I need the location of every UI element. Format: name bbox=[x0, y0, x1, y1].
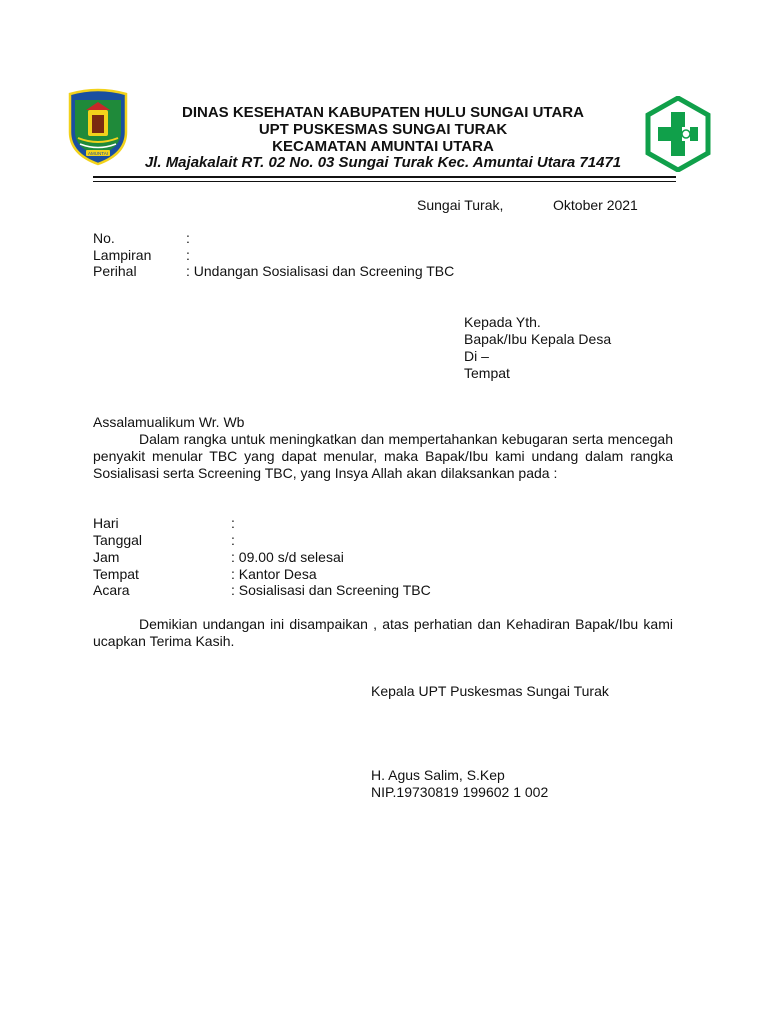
header-divider-thin bbox=[93, 181, 676, 182]
crest-text: AMUNTAI bbox=[88, 151, 108, 156]
detail-value-tanggal: : bbox=[231, 532, 235, 548]
greeting: Assalamualikum Wr. Wb bbox=[93, 414, 245, 430]
date-month-year: Oktober 2021 bbox=[553, 197, 638, 213]
closing-paragraph-text: Demikian undangan ini disampaikan , atas perhatian dan Kehadiran Bapak/Ibu kami ucapkan Terima Kasih. bbox=[93, 616, 673, 649]
detail-value-jam: : 09.00 s/d selesai bbox=[231, 549, 344, 565]
body-paragraph bbox=[93, 431, 673, 482]
closing-paragraph bbox=[93, 616, 673, 650]
detail-value-hari: : bbox=[231, 515, 235, 531]
signature-nip: NIP.19730819 199602 1 002 bbox=[371, 784, 549, 800]
agency-name: DINAS KESEHATAN KABUPATEN HULU SUNGAI UTARA bbox=[182, 104, 584, 121]
detail-label-tanggal: Tanggal bbox=[93, 532, 143, 548]
meta-value-lampiran: : bbox=[186, 247, 190, 263]
signature-name: H. Agus Salim, S.Kep bbox=[371, 767, 505, 783]
recipient-line: Bapak/Ibu Kepala Desa bbox=[464, 331, 612, 347]
signature-title: Kepala UPT Puskesmas Sungai Turak bbox=[371, 683, 609, 699]
detail-label-jam: Jam bbox=[93, 549, 120, 565]
district-name: KECAMATAN AMUNTAI UTARA bbox=[272, 138, 494, 155]
body-paragraph-text: Dalam rangka untuk meningkatkan dan mempertahankan kebugaran serta mencegah penyakit menular TBC yang dapat menular, maka Bapak/Ibu kami undang dalam rangka Sosialisasi serta Screening TBC, yang Insya Allah akan dilaksankan pada : bbox=[93, 431, 673, 481]
recipient-line: Di – bbox=[464, 348, 489, 364]
puskesmas-name: UPT PUSKESMAS SUNGAI TURAK bbox=[258, 121, 508, 138]
meta-value-perihal: : Undangan Sosialisasi dan Screening TBC bbox=[186, 263, 455, 279]
meta-label-no: No. bbox=[93, 230, 115, 246]
detail-label-hari: Hari bbox=[93, 515, 119, 531]
detail-value-tempat: : Kantor Desa bbox=[231, 566, 317, 582]
detail-value-acara: : Sosialisasi dan Screening TBC bbox=[231, 582, 431, 598]
meta-label-perihal: Perihal bbox=[93, 263, 137, 279]
meta-label-lampiran: Lampiran bbox=[93, 247, 152, 263]
detail-label-tempat: Tempat bbox=[93, 566, 139, 582]
recipient-line: Tempat bbox=[464, 365, 510, 381]
meta-value-no: : bbox=[186, 230, 190, 246]
header-divider bbox=[93, 176, 676, 178]
recipient-line: Kepada Yth. bbox=[464, 314, 541, 330]
address-line: Jl. Majakalait RT. 02 No. 03 Sungai Turak Kec. Amuntai Utara 71471 bbox=[144, 154, 622, 171]
detail-label-acara: Acara bbox=[93, 582, 130, 598]
puskesmas-logo-icon bbox=[644, 96, 712, 172]
date-place: Sungai Turak, bbox=[417, 197, 504, 213]
